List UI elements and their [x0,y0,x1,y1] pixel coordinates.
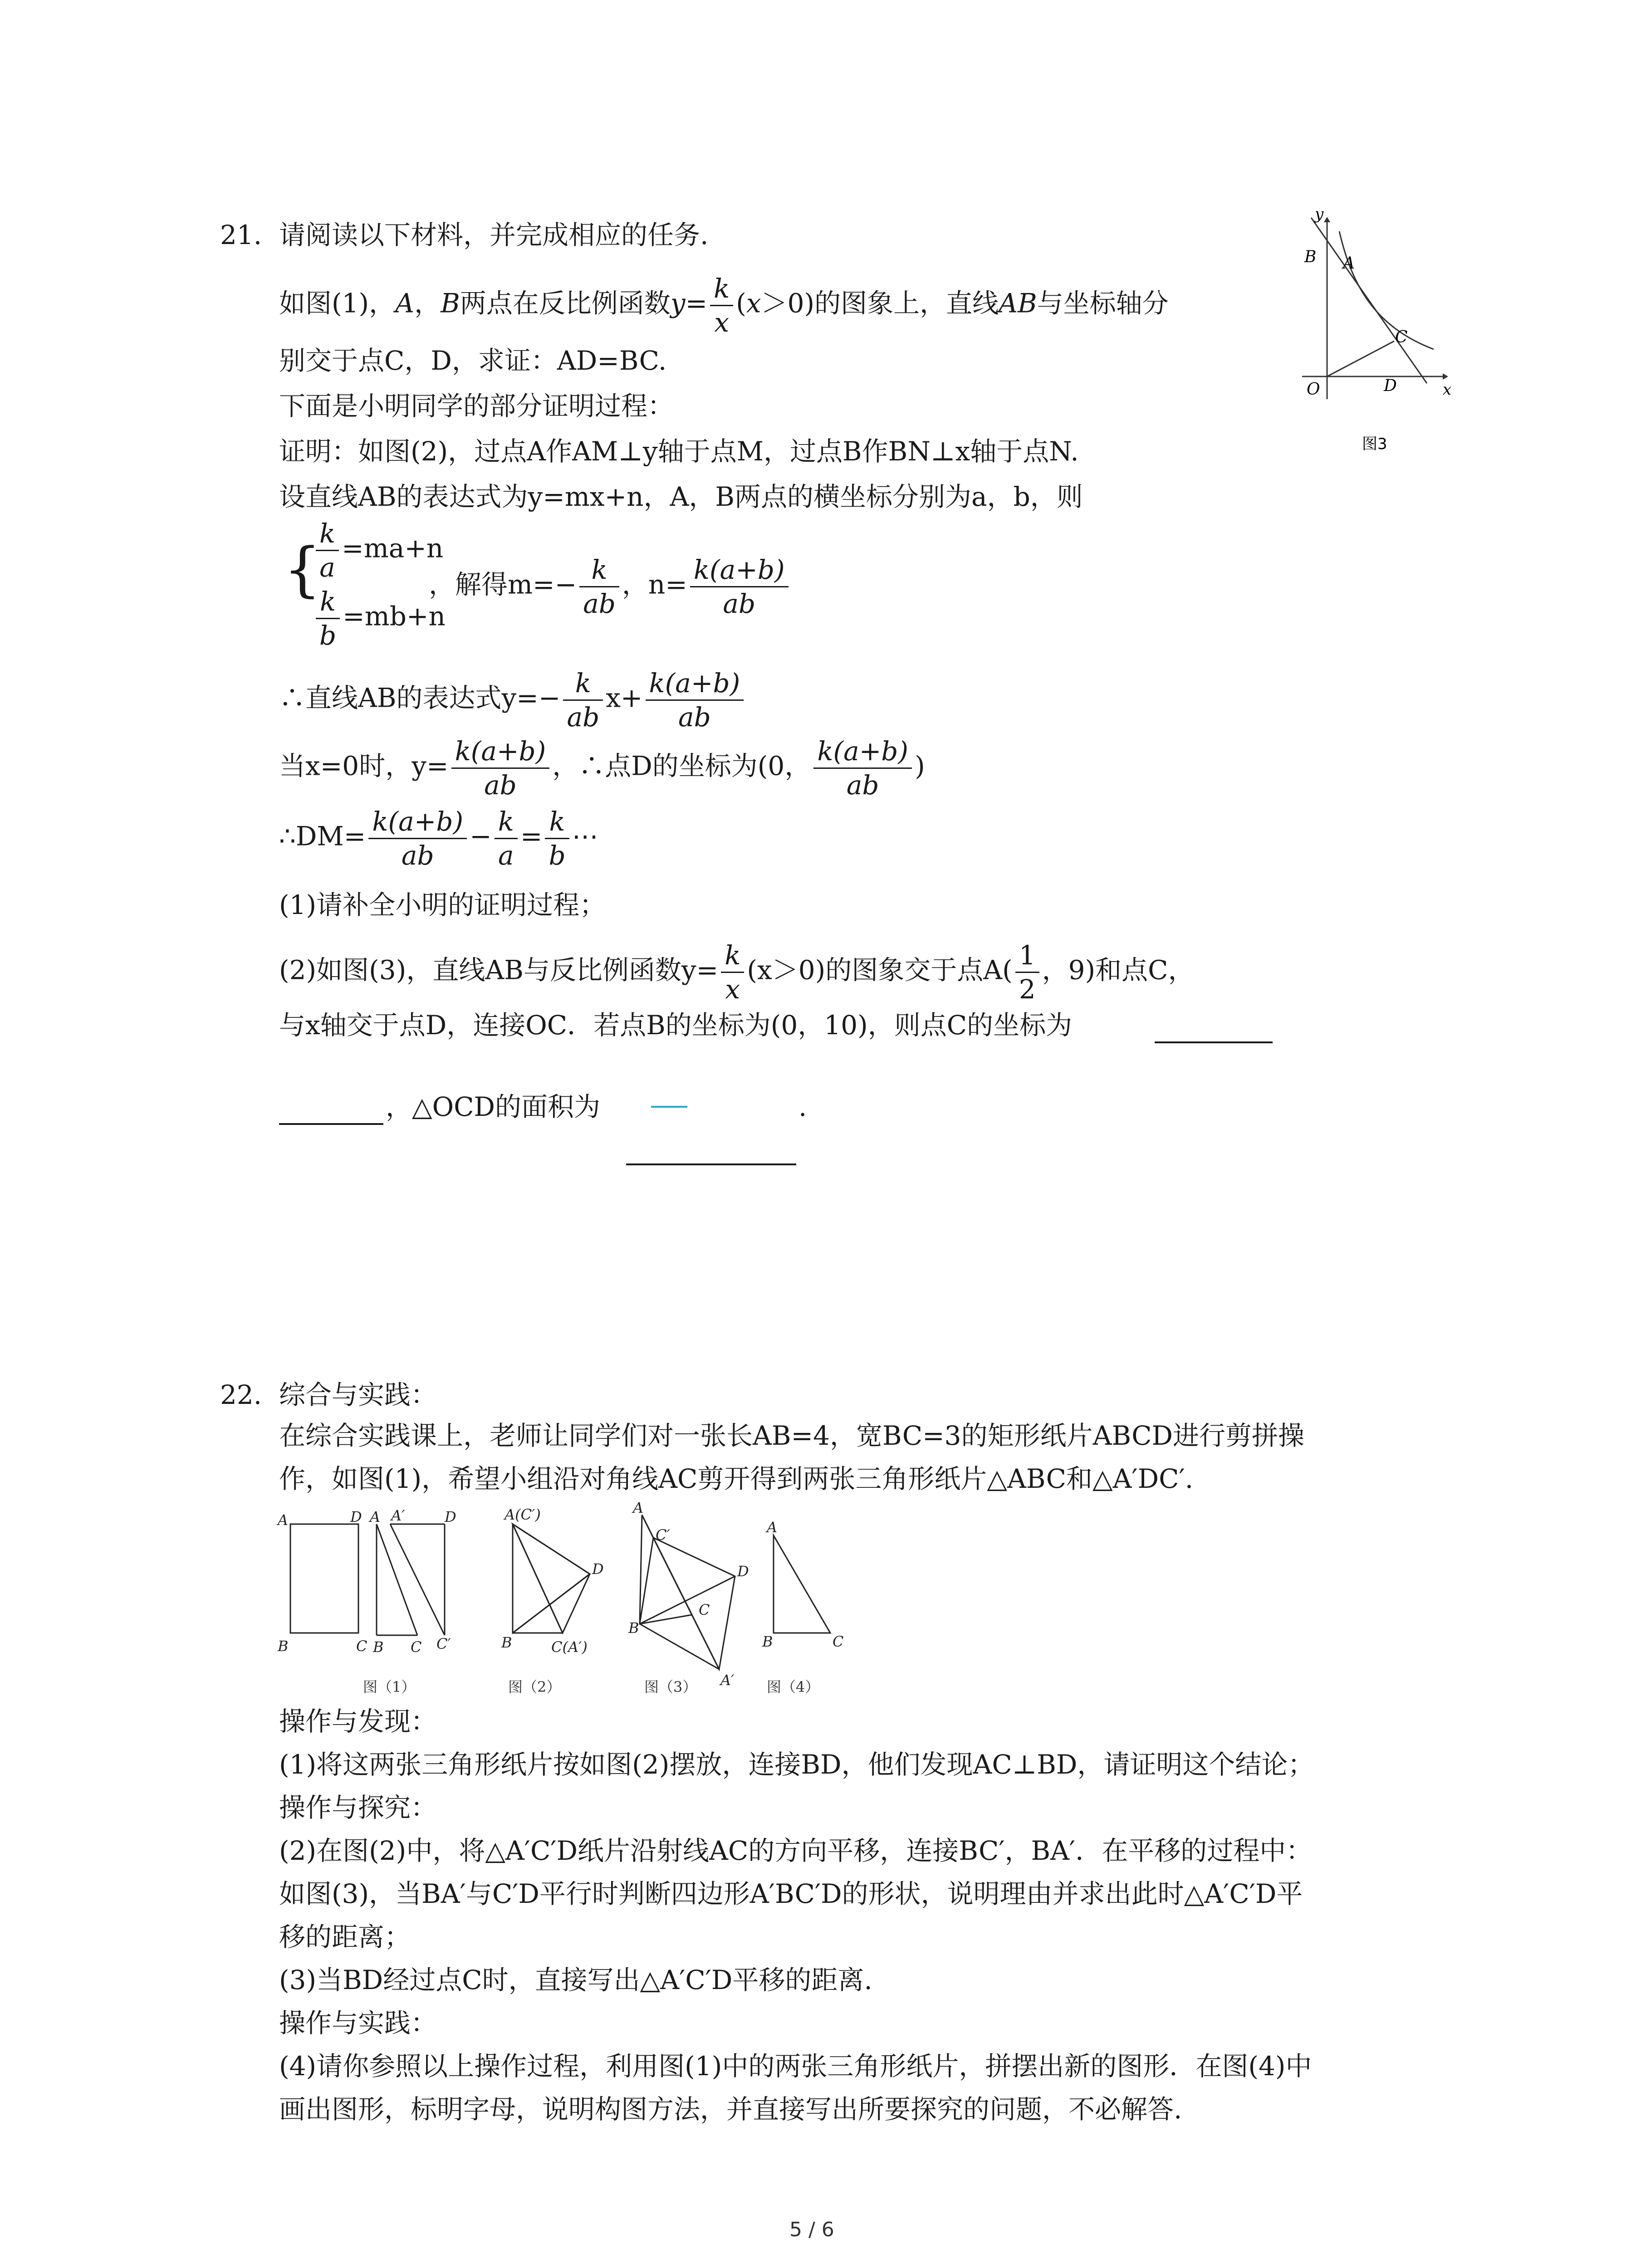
fig2-label-cap: C(A′) [551,1638,588,1656]
system-brace: { [284,535,321,604]
fig3-label-cp: C′ [656,1526,670,1544]
system-eq1: $\frac{k}{a}$ =ma+n [313,517,443,584]
fig2-label-acp: A(C′) [505,1506,541,1523]
q22-op2: 操作与探究： [279,1792,437,1823]
line-ab [1311,218,1427,383]
q21-figure-3 [1284,209,1456,463]
fig3-label-b: B [628,1619,639,1637]
fig3-label-d: D [737,1563,749,1580]
q22-op1: 操作与发现： [279,1706,437,1737]
fig1-label-b: B [278,1637,289,1655]
fig2-triangle-right [513,1524,590,1633]
q21-intro: 请阅读以下材料，并完成相应的任务. [279,220,709,250]
fig4-label-c: C [833,1633,844,1650]
label-a: A [1343,254,1355,273]
label-c: C [1395,328,1408,347]
q22-task4b: 画出图形，标明字母，说明构图方法，并直接写出所要探究的问题，不必解答. [279,2094,1182,2125]
fig1b-label-b: B [373,1638,384,1656]
q21-line4: 证明：如图(2)，过点A作AM⊥y轴于点M，过点B作BN⊥x轴于点N. [279,436,1079,467]
fig3-label-a: A [633,1501,644,1516]
fig1b-label-a: A [370,1508,381,1525]
fig1-rectangle [290,1524,358,1633]
q21-task2-line1: (2)如图(3)，直线AB与反比例函数y= $\frac{k}{x}$ (x＞0)的图象交于点A( $\frac{1}{2}$ ，9)和点C， [279,940,1195,1005]
q21-task2-line3: ，△OCD的面积为 [386,1091,601,1122]
system-solution: ，解得m=− $\frac{k}{ab}$ ，n= $\frac{k(a+b)}{ab}$ [429,553,791,620]
fig1-label-c: C [356,1637,367,1655]
q22-title: 综合与实践： [279,1379,437,1410]
fig4-caption: 图（4） [767,1678,820,1696]
fig3-segment-ac [642,1515,719,1669]
answer-blank-c-part1[interactable] [1155,1041,1273,1043]
q22-task2c: 移的距离； [279,1921,411,1952]
figure-3-caption: 图3 [1362,435,1387,453]
segment-oc [1327,341,1394,376]
q22-task3: (3)当BD经过点C时，直接写出△A′C′D平移的距离. [279,1965,872,1995]
fig2-caption: 图（2） [508,1678,561,1696]
fig1b-label-cp: C′ [436,1635,451,1652]
fig4-label-a: A [767,1519,778,1536]
q21-task2-end: . [798,1091,807,1122]
q22-task1: (1)将这两张三角形纸片按如图(2)摆放，连接BD，他们发现AC⊥BD，请证明这个结论； [279,1749,1314,1780]
q22-task2a: (2)在图(2)中，将△A′C′D纸片沿射线AC的方向平移，连接BC′，BA′．在平移的过程中： [279,1835,1313,1866]
hyperbola-curve [1339,231,1434,349]
q22-line1: 在综合实践课上，老师让同学们对一张长AB=4，宽BC=3的矩形纸片ABCD进行剪拼操 [279,1420,1305,1451]
system-eq2: $\frac{k}{b}$ =mb+n [313,585,446,652]
page-number: 5 / 6 [789,2218,834,2241]
q21-number: 21. [220,220,262,250]
fig1b-label-c: C [411,1638,422,1656]
fig1-label-d: D [350,1508,362,1525]
fig1-label-a: A [278,1511,289,1529]
q21-therefore-line: ∴直线AB的表达式y=− $\frac{k}{ab}$ x+ $\frac{k(a+b)}{ab}$ [279,667,746,733]
q21-dm-line: ∴DM= $\frac{k(a+b)}{ab}$ − $\frac{k}{a}$ = $\frac{k}{b}$ ⋯ [279,806,598,871]
label-y: y [1315,209,1324,223]
fig2-label-b: B [501,1634,512,1651]
q21-line1: 如图(1)，A，B两点在反比例函数y= $\frac{k}{x}$ (x＞0)的图象上，直线AB与坐标轴分 [279,273,1169,338]
fig2-triangle-left [513,1524,590,1633]
label-b: B [1304,248,1317,266]
fig1b-edge-acp [390,1524,445,1635]
q21-task2-line2: 与x轴交于点D，连接OC．若点B的坐标为(0，10)，则点C的坐标为 [279,1010,1073,1041]
label-x: x [1443,381,1452,399]
q22-task2b: 如图(3)，当BA′与C′D平行时判断四边形A′BC′D的形状，说明理由并求出此时△A′C′D平 [279,1878,1303,1909]
fig3-triangle-cpd-ap [653,1538,735,1669]
fig4-triangle [774,1535,830,1633]
label-o: O [1307,380,1320,399]
fig1b-label-ap: A′ [391,1507,405,1524]
q21-when-line: 当x=0时，y= $\frac{k(a+b)}{ab}$ ，∴点D的坐标为(0， $\frac{k(a+b)}{ab}$ ) [279,736,925,801]
q22-op3: 操作与实践： [279,2008,437,2038]
cyan-dash-mark [651,1106,687,1108]
fig3-caption: 图（3） [644,1678,697,1696]
fig4-label-b: B [762,1633,773,1650]
q21-line5: 设直线AB的表达式为y=mx+n，A，B两点的横坐标分别为a，b，则 [279,481,1083,512]
q22-figures [272,1501,853,1701]
q22-task4a: (4)请你参照以上操作过程，利用图(1)中的两张三角形纸片，拼摆出新的图形．在图(4)中 [279,2051,1312,2082]
fig1b-edge-ac [377,1524,417,1635]
y-axis-arrow [1324,217,1330,222]
fig3-label-ap: A′ [720,1672,735,1689]
fig2-label-d: D [592,1560,604,1578]
q21-task1: (1)请补全小明的证明过程； [279,890,606,920]
answer-blank-area[interactable] [626,1163,796,1165]
fraction-k-over-x: $\frac{k}{x}$ [710,272,733,339]
fig3-segment-bd [640,1576,735,1624]
q21-line3: 下面是小明同学的部分证明过程： [279,391,674,421]
answer-blank-c-part2[interactable] [279,1123,383,1125]
label-d: D [1384,376,1397,395]
q22-line2: 作，如图(1)，希望小组沿对角线AC剪开得到两张三角形纸片△ABC和△A′DC′. [279,1463,1194,1494]
q21-line2: 别交于点C，D，求证：AD=BC. [279,345,667,376]
x-axis-arrow [1443,373,1448,380]
fig1b-label-d: D [445,1508,456,1525]
fig1-caption: 图（1） [363,1678,416,1696]
q22-number: 22. [220,1379,262,1410]
fig3-label-c: C [699,1601,710,1618]
fig2-diagonal-bd [513,1574,590,1633]
